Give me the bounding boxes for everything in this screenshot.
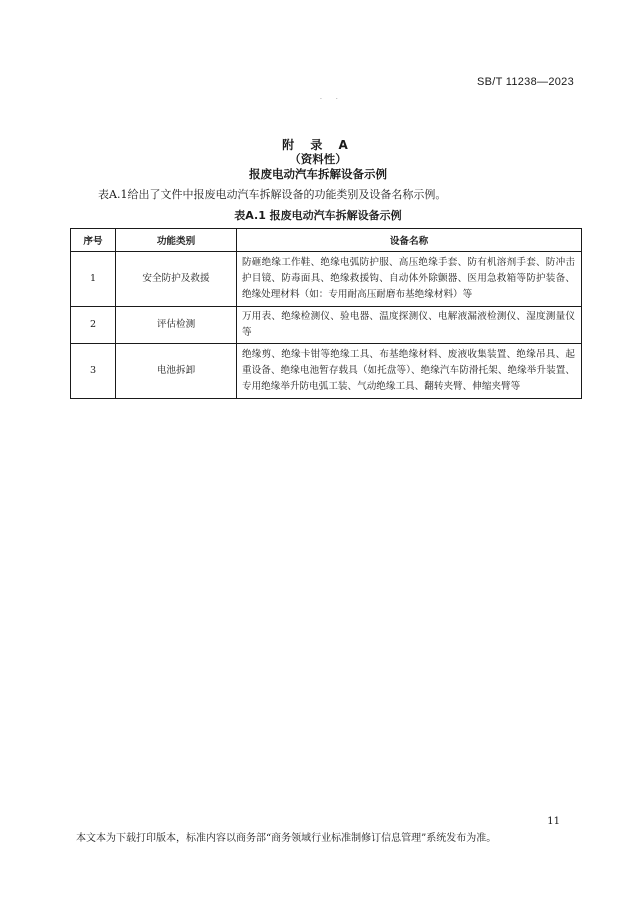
cell-equipment-name: 防砸绝缘工作鞋、绝缘电弧防护服、高压绝缘手套、防有机溶剂手套、防冲击护目镜、防毒面具、绝缘救援钩、自动体外除颤器、医用急救箱等防护装备、绝缘处理材料（如：专用耐高压耐磨布基绝缘材料）等	[237, 252, 582, 307]
appendix-title: 附 录 A	[282, 138, 354, 152]
table-row	[71, 344, 582, 399]
table-row	[71, 307, 582, 344]
cell-equipment-name: 绝缘剪、绝缘卡钳等绝缘工具、布基绝缘材料、废液收集装置、绝缘吊具、起重设备、绝缘电池暂存载具（如托盘等）、绝缘汽车防滑托架、绝缘举升装置、专用绝缘举升防电弧工装、气动绝缘工具、翻转夹臂、伸缩夹臂等	[242, 349, 575, 392]
appendix-subtitle: （资料性）	[289, 152, 347, 166]
table-row	[71, 252, 582, 307]
decorative-dots: · ·	[320, 96, 344, 103]
cell-category: 安全防护及救援	[116, 252, 237, 307]
cell-seq: 1	[71, 252, 116, 307]
intro-paragraph: 表A.1给出了文件中报废电动汽车拆解设备的功能类别及设备名称示例。	[98, 188, 447, 201]
table-caption: 表A.1 报废电动汽车拆解设备示例	[234, 209, 402, 222]
cell-seq: 3	[71, 344, 116, 399]
footer-note: 本文本为下载打印版本，标准内容以商务部“商务领域行业标准制修订信息管理”系统发布为准。	[76, 833, 497, 844]
cell-category: 评估检测	[116, 307, 237, 344]
standard-code: SB/T 11238—2023	[476, 76, 574, 88]
cell-category: 电池拆卸	[116, 344, 237, 399]
cell-equipment-name: 万用表、绝缘检测仪、验电器、温度探测仪、电解液漏液检测仪、湿度测量仪等	[237, 307, 582, 344]
equipment-table	[70, 228, 582, 399]
page-number: 11	[547, 816, 560, 827]
header-seq: 序号	[71, 229, 116, 252]
cell-seq: 2	[71, 307, 116, 344]
table-header-row	[71, 229, 582, 252]
header-category: 功能类别	[116, 229, 237, 252]
header-equipment-name: 设备名称	[237, 229, 582, 252]
appendix-name: 报废电动汽车拆解设备示例	[249, 167, 387, 181]
